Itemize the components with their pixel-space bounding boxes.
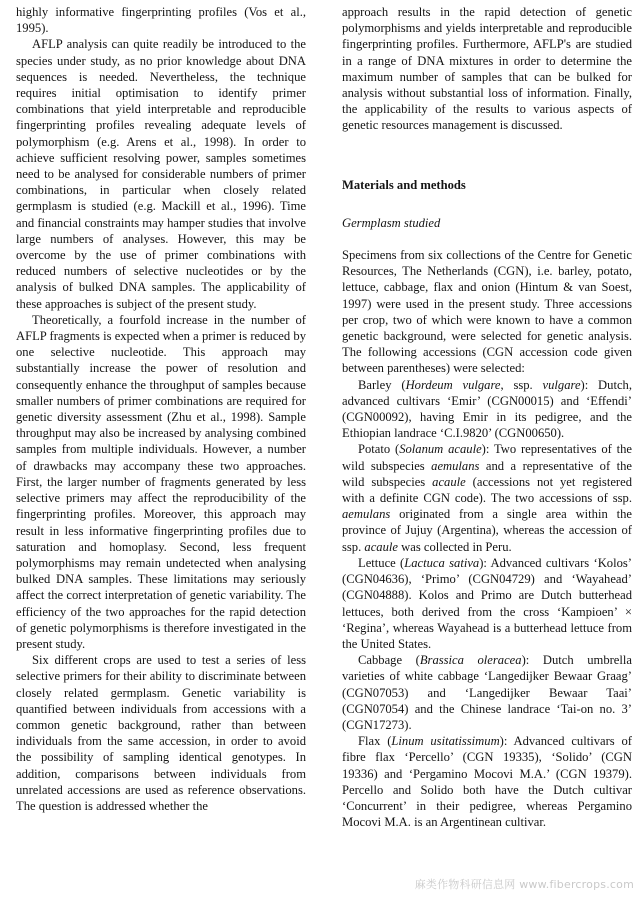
accession-barley: Barley (Hordeum vulgare, ssp. vulgare): Dutch, advanced cultivars ‘Emir’ (CGN00015) and ‘Effendi’ (CGN00092), having Emir in its pedigree, and the Ethiopian landrace ‘C.I.9820’ (CGN00650). [342,377,632,441]
right-column [342,4,632,830]
paragraph: highly informative fingerprinting profiles (Vos et al., 1995). [16,5,306,36]
watermark: 麻类作物科研信息网 www.fibercrops.com [414,878,634,891]
accession-cabbage: Cabbage (Brassica oleracea): Dutch umbrella varieties of white cabbage ‘Langedijker Bewaar Graag’ (CGN07053) and ‘Langedijker Bewaar Taai’ (CGN07054) and the Chinese landrace ‘Tai-on no. 3’ (CGN17273). [342,653,632,732]
paragraph: Specimens from six collections of the Centre for Genetic Resources, The Netherlands (CGN), i.e. barley, potato, lettuce, cabbage, flax and onion (Hintum & van Soest, 1997) were used in the present study. Three accessions per crop, two of which were known to have a common genetic background, were selected for genetic analysis. The following accessions (CGN accession code given between parentheses) were selected: [342,248,632,376]
paragraph: approach results in the rapid detection of genetic polymorphisms and yields interpretable and reproducible fingerprinting profiles. Furthermore, AFLP's are studied in a range of DNA mixtures in order to determine the maximum number of samples that can be bulked for analysis without substantial loss of information. Finally, the applicability of the results to various aspects of genetic resources management is discussed. [342,5,632,133]
accession-flax: Flax (Linum usitatissimum): Advanced cultivars of fibre flax ‘Percello’ (CGN 19335), ‘Solido’ (CGN 19336) and ‘Pergamino Mocovi M.A.’ (CGN 19379). Percello and Solido both have the Dutch cultivar ‘Concurrent’ in their pedigree, whereas Pergamino Mocovi M.A. is an Argentinean cultivar. [342,734,632,830]
accession-lettuce: Lettuce (Lactuca sativa): Advanced cultivars ‘Kolos’ (CGN04636), ‘Primo’ (CGN04729) and ‘Wayahead’ (CGN04888). Kolos and Primo are Dutch butterhead lettuces, both derived from the cross ‘Kampioen’ × ‘Regina’, whereas Wayahead is a butterhead lettuce from the United States. [342,555,632,651]
paragraph: AFLP analysis can quite readily be introduced to the species under study, as no prior knowledge about DNA sequences is needed. Nevertheless, the technique requires initial optimisation to identify primer combinations that yield interpretable and reproducible fingerprinting profiles revealing adequate levels of polymorphism (e.g. Arens et al., 1998). In order to achieve sufficient resolving power, samples sometimes need to be analysed for considerable numbers of primer combinations, in particular when closely related germplasm is studied (e.g. Mackill et al., 1996). Time and financial constraints may hamper studies that involve large numbers of analyses. However, this may be overcome by the use of primer combinations with reduced numbers of selective nucleotides or by the analysis of bulked DNA samples. The applicability of these approaches is subject of the present study. [16,37,306,311]
paragraph: Six different crops are used to test a series of less selective primers for their ability to discriminate between closely related germplasm. Genetic variability is quantified between individuals from accessions with a common genetic background, rather than between individuals from the same accession, in order to avoid the possibility of sampling identical genotypes. In addition, comparisons between individuals from unrelated accessions are used as reference observations. The question is addressed whether the [16,653,306,813]
subsection-heading: Germplasm studied [342,215,441,230]
left-column [16,4,306,814]
section-heading: Materials and methods [342,177,466,192]
paragraph: Theoretically, a fourfold increase in the number of AFLP fragments is expected when a primer is reduced by one selective nucleotide. This approach may substantially increase the power of resolution and consequently enhance the throughput of samples because smaller numbers of primer combinations are required for genetic diversity assessment (Zhu et al., 1998). Sample throughput may also be increased by analysing combined samples from multiple individuals. However, a number of drawbacks may accompany these two approaches. First, the larger number of fragments generated by less selective primers may affect the reproducibility of the fingerprinting profiles. Moreover, this approach may result in less informative fingerprinting profiles due to saturation and homoplasy. Second, less frequent polymorphisms may remain undetected when analysing bulked DNA samples. These limitations may seriously affect the correct interpretation of genetic variability. The efficiency of the two approaches for the rapid detection of genetic polymorphisms is therefore investigated in the present study. [16,312,306,651]
accession-potato: Potato (Solanum acaule): Two representatives of the wild subspecies aemulans and a representative of the wild subspecies acaule (accessions not yet registered with a definite CGN code). The two accessions of ssp. aemulans originated from a single area within the province of Jujuy (Argentina), whereas the accession of ssp. acaule was collected in Peru. [342,442,633,554]
